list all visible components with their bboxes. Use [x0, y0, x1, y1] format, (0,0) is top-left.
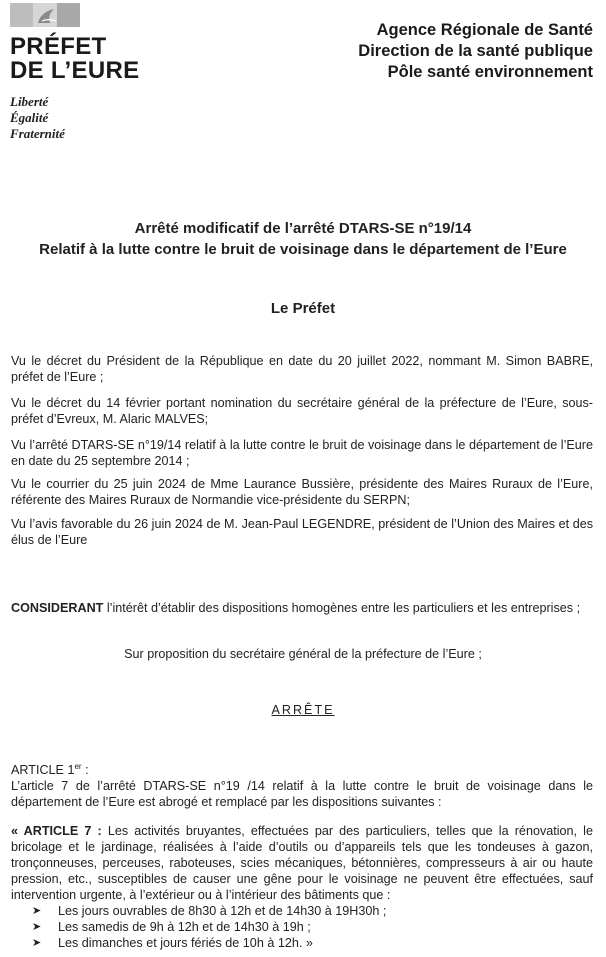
article-1-suffix: : [81, 763, 89, 778]
article-7-paragraph [11, 823, 593, 903]
prefecture-logo-block [10, 3, 170, 142]
motto-egalite: Égalité [10, 110, 49, 125]
agency-header [358, 20, 593, 83]
schedule-list [32, 903, 386, 951]
prefet-title [10, 35, 170, 83]
list-item-text: Les samedis de 9h à 12h et de 14h30 à 19h ; [58, 920, 311, 934]
agency-line-2: Direction de la santé publique [358, 42, 593, 60]
visa-2: Vu le décret du 14 février portant nomination du secrétaire général de la préfecture de l’Eure, sous-préfet d’Evreux, M. Alaric MALVES; [11, 396, 593, 426]
le-prefet-heading: Le Préfet [270, 300, 336, 317]
arrow-bullet-icon: ➤ [32, 905, 42, 917]
marianne-logo [10, 3, 80, 27]
document-title [20, 218, 586, 260]
motto-fraternite: Fraternité [10, 126, 65, 141]
article-7-text: Les activités bruyantes, effectuées par des particuliers, telles que la rénovation, le bricolage et le jardinage, réalisées à l’aide d’outils ou d’appareils tels que les tondeuses à gazon, tronçonneuses, perceuses, raboteuses, scies mécaniques, bétonnières, compresseurs à air ou haute pression, etc., susceptibles de causer une gêne pour le voisinage ne peuvent être effectuées, sauf intervention urgente, à l’extérieur ou à l’intérieur des bâtiments que : [11, 824, 593, 902]
considerant-text: l’intérêt d’établir des dispositions homogènes entre les particuliers et les entreprises ; [103, 601, 581, 615]
prefet-line-2: DE L’EURE [10, 57, 140, 84]
list-item-text: Les jours ouvrables de 8h30 à 12h et de 14h30 à 19H30h ; [58, 904, 387, 918]
considerant-label: CONSIDERANT [11, 601, 104, 615]
arrete-heading: ARRÊTE [271, 703, 335, 717]
list-item [32, 903, 386, 919]
arrow-bullet-icon: ➤ [32, 921, 42, 933]
visa-5: Vu l’avis favorable du 26 juin 2024 de M. Jean-Paul LEGENDRE, président de l’Union des Maires et des élus de l’Eure [11, 517, 593, 547]
article-1-text: L’article 7 de l’arrêté DTARS-SE n°19 /14 relatif à la lutte contre le bruit de voisinage dans le département de l’Eure est abrogé et remplacé par les dispositions suivantes : [11, 779, 593, 809]
prefet-line-1: PRÉFET [10, 33, 107, 60]
republic-motto [10, 94, 170, 142]
article-1-heading [11, 762, 89, 777]
article-1-sup: er [74, 762, 82, 771]
arrow-bullet-icon: ➤ [32, 937, 42, 949]
motto-liberte: Liberté [10, 94, 49, 109]
proposition-line: Sur proposition du secrétaire général de la préfecture de l’Eure ; [124, 647, 482, 661]
list-item-text: Les dimanches et jours fériés de 10h à 12h. » [58, 936, 313, 950]
title-line-1: Arrêté modificatif de l’arrêté DTARS-SE n°19/14 [134, 220, 472, 237]
article-1-label: ARTICLE 1 [11, 763, 75, 778]
visa-3: Vu l’arrêté DTARS-SE n°19/14 relatif à la lutte contre le bruit de voisinage dans le département de l’Eure en date du 25 septembre 2014 ; [11, 438, 593, 468]
article-7-label: « ARTICLE 7 : [11, 824, 102, 838]
visa-1: Vu le décret du Président de la République en date du 20 juillet 2022, nommant M. Simon BABRE, préfet de l’Eure ; [11, 354, 593, 384]
agency-line-1: Agence Régionale de Santé [376, 21, 593, 39]
list-item [32, 919, 386, 935]
title-line-2: Relatif à la lutte contre le bruit de voisinage dans le département de l’Eure [39, 241, 567, 258]
agency-line-3: Pôle santé environnement [387, 63, 593, 81]
list-item [32, 935, 386, 951]
visa-4: Vu le courrier du 25 juin 2024 de Mme Laurance Bussière, présidente des Maires Ruraux de l’Eure, référente des Maires Ruraux de Normandie vice-présidente du SERPN; [11, 477, 593, 507]
considerant-paragraph [11, 600, 593, 616]
